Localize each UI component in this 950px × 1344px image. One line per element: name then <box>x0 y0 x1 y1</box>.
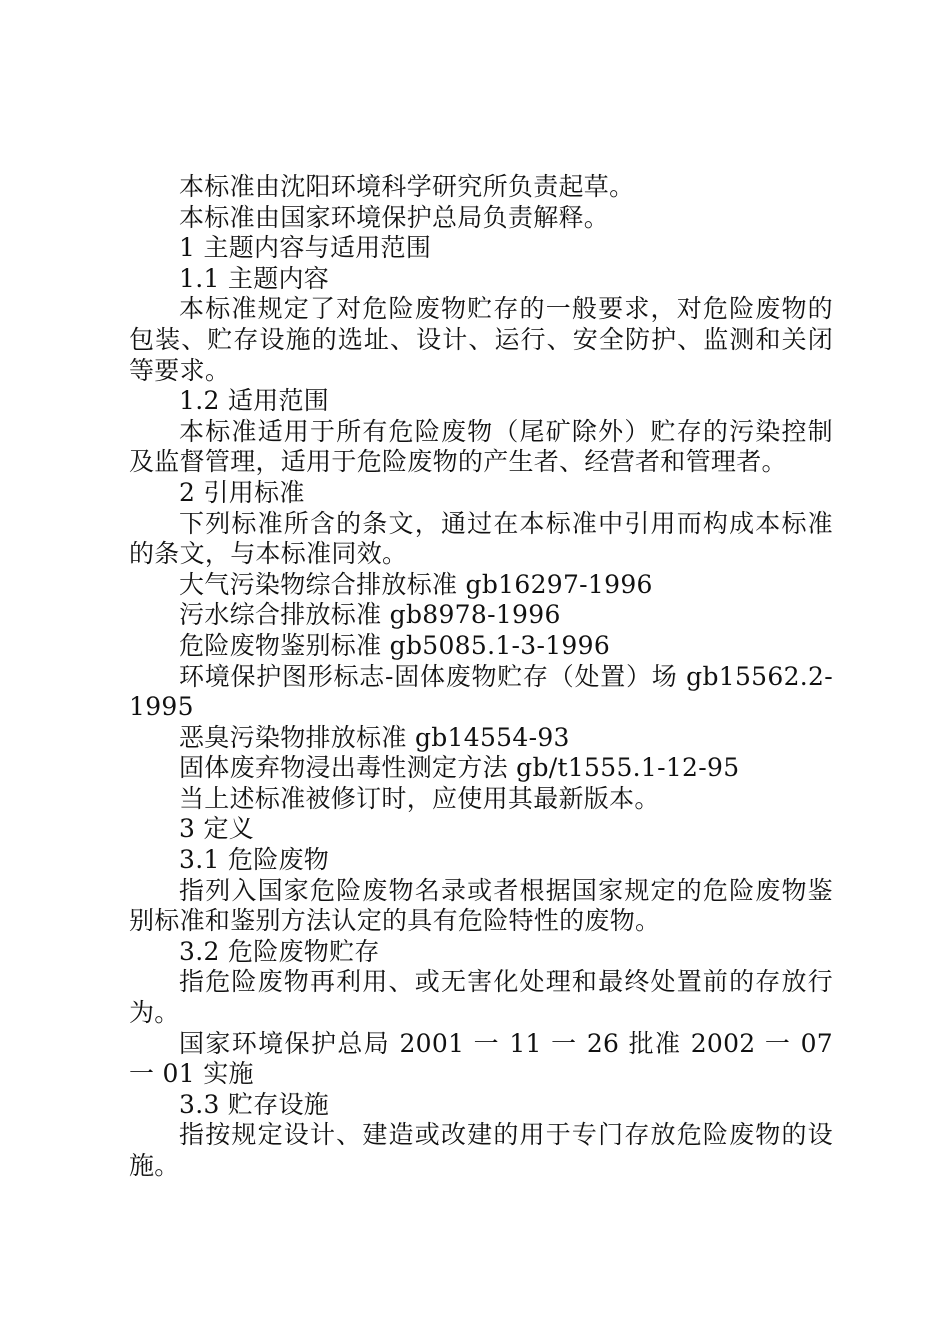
reference-item-gbt1555: 固体废弃物浸出毒性测定方法 gb/t1555.1-12-95 <box>179 753 740 783</box>
heading-section-1-2: 1.2 适用范围 <box>179 386 330 416</box>
paragraph-drafting-org: 本标准由沈阳环境科学研究所负责起草。 <box>179 172 635 201</box>
heading-section-3-3: 3.3 贮存设施 <box>179 1089 330 1119</box>
paragraph-latest-version-note: 当上述标准被修订时，应使用其最新版本。 <box>179 783 660 813</box>
heading-section-1-1: 1.1 主题内容 <box>179 263 330 293</box>
heading-section-1: 1 主题内容与适用范围 <box>179 233 432 263</box>
paragraph-definition-hazardous-waste: 指列入国家危险废物名录或者根据国家规定的危险废物鉴别标准和鉴别方法认定的具有危险特性的废物。 <box>129 875 833 936</box>
reference-item-gb14554: 恶臭污染物排放标准 gb14554-93 <box>179 722 570 752</box>
paragraph-scope: 本标准适用于所有危险废物（尾矿除外）贮存的污染控制及监督管理，适用于危险废物的产生者、经营者和管理者。 <box>129 416 833 477</box>
heading-section-2: 2 引用标准 <box>179 477 305 507</box>
reference-item-gb5085: 危险废物鉴别标准 gb5085.1-3-1996 <box>179 630 611 660</box>
reference-item-gb8978: 污水综合排放标准 gb8978-1996 <box>179 600 561 630</box>
reference-item-gb15562: 环境保护图形标志-固体废物贮存（处置）场 gb15562.2-1995 <box>129 661 833 722</box>
paragraph-subject-content: 本标准规定了对危险废物贮存的一般要求，对危险废物的包装、贮存设施的选址、设计、运行、安全防护、监测和关闭等要求。 <box>129 294 833 385</box>
heading-section-3-2: 3.2 危险废物贮存 <box>179 936 380 966</box>
paragraph-interpretation-org: 本标准由国家环境保护总局负责解释。 <box>179 202 610 232</box>
reference-item-gb16297: 大气污染物综合排放标准 gb16297-1996 <box>179 569 653 599</box>
paragraph-definition-storage: 指危险废物再利用、或无害化处理和最终处置前的存放行为。 <box>129 967 833 1028</box>
document-body <box>129 172 833 1182</box>
paragraph-referenced-standards-intro: 下列标准所含的条文，通过在本标准中引用而构成本标准的条文，与本标准同效。 <box>129 508 833 569</box>
heading-section-3: 3 定义 <box>179 814 255 844</box>
paragraph-approval-dates: 国家环境保护总局 2001 一 11 一 26 批准 2002 一 07 一 01 实施 <box>129 1028 833 1089</box>
paragraph-definition-storage-facility: 指按规定设计、建造或改建的用于专门存放危险废物的设施。 <box>129 1120 833 1180</box>
heading-section-3-1: 3.1 危险废物 <box>179 845 330 875</box>
